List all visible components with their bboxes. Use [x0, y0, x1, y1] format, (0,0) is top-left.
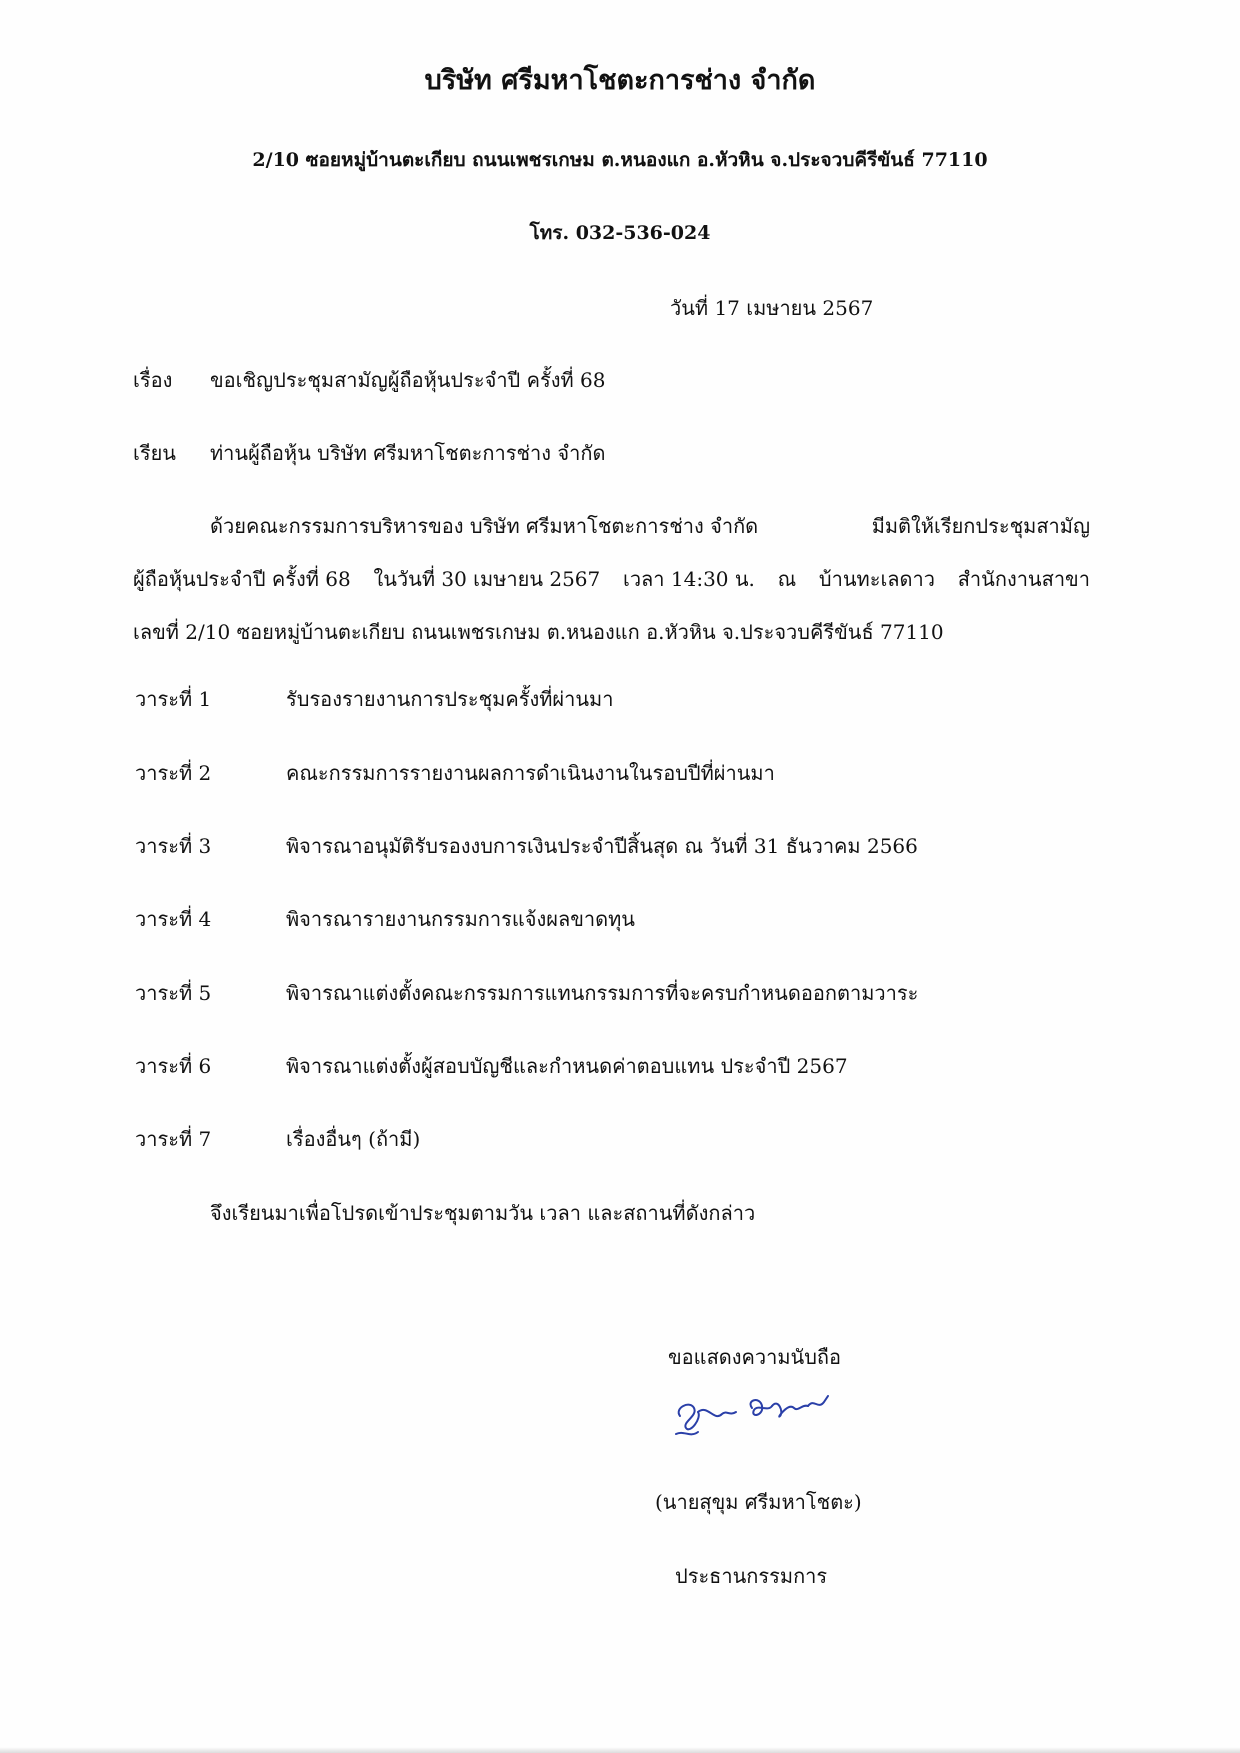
body-line2-word: เวลา 14:30 น.: [622, 567, 755, 591]
signer-name: (นายสุขุม ศรีมหาโชตะ): [655, 1490, 862, 1514]
company-name: บริษัท ศรีมหาโชตะการช่าง จำกัด: [424, 65, 816, 96]
agenda-label: วาระที่ 5: [135, 981, 212, 1005]
body-paragraph-line-3: เลขที่ 2/10 ซอยหมู่บ้านตะเกียบ ถนนเพชรเกษม ต.หนองแก อ.หัวหิน จ.ประจวบคีรีขันธ์ 77110: [133, 620, 944, 644]
handwritten-signature: [668, 1378, 848, 1448]
agenda-text: คณะกรรมการรายงานผลการดำเนินงานในรอบปีที่ผ่านมา: [286, 761, 775, 785]
recipient-text: ท่านผู้ถือหุ้น บริษัท ศรีมหาโชตะการช่าง จำกัด: [210, 441, 606, 465]
agenda-text: พิจารณารายงานกรรมการแจ้งผลขาดทุน: [286, 907, 635, 931]
agenda-text: พิจารณาแต่งตั้งผู้สอบบัญชีและกำหนดค่าตอบแทน ประจำปี 2567: [286, 1054, 848, 1078]
agenda-label: วาระที่ 6: [135, 1054, 212, 1078]
agenda-text: เรื่องอื่นๆ (ถ้ามี): [286, 1127, 421, 1151]
scan-bottom-edge: [0, 1747, 1240, 1753]
regards-text: ขอแสดงความนับถือ: [668, 1345, 842, 1369]
company-address: 2/10 ซอยหมู่บ้านตะเกียบ ถนนเพชรเกษม ต.หนองแก อ.หัวหิน จ.ประจวบคีรีขันธ์ 77110: [252, 149, 988, 171]
agenda-label: วาระที่ 1: [135, 687, 212, 711]
body-line2-word: ณ: [777, 567, 797, 591]
agenda-text: พิจารณาแต่งตั้งคณะกรรมการแทนกรรมการที่จะครบกำหนดออกตามวาระ: [286, 981, 919, 1005]
body-paragraph-line-2: [133, 563, 1090, 595]
subject-label: เรื่อง: [133, 368, 173, 392]
body-line1-left: ด้วยคณะกรรมการบริหารของ บริษัท ศรีมหาโชตะการช่าง จำกัด: [210, 514, 759, 538]
agenda-text: พิจารณาอนุมัติรับรองงบการเงินประจำปีสิ้นสุด ณ วันที่ 31 ธันวาคม 2566: [286, 834, 918, 858]
body-line2-word: สำนักงานสาขา: [957, 567, 1090, 591]
body-line2-word: บ้านทะเลดาว: [818, 567, 935, 591]
letter-date: วันที่ 17 เมษายน 2567: [670, 296, 874, 320]
recipient-label: เรียน: [133, 441, 176, 465]
agenda-label: วาระที่ 3: [135, 834, 212, 858]
agenda-label: วาระที่ 2: [135, 761, 212, 785]
agenda-label: วาระที่ 4: [135, 907, 212, 931]
subject-text: ขอเชิญประชุมสามัญผู้ถือหุ้นประจำปี ครั้งที่ 68: [210, 368, 606, 392]
body-line2-word: ผู้ถือหุ้นประจำปี ครั้งที่ 68: [133, 567, 351, 591]
company-phone: โทร. 032-536-024: [529, 222, 711, 244]
body-line1-right: มีมติให้เรียกประชุมสามัญ: [871, 514, 1090, 538]
body-line2-word: ในวันที่ 30 เมษายน 2567: [373, 567, 601, 591]
signer-title: ประธานกรรมการ: [675, 1564, 828, 1588]
body-paragraph-line-1: [210, 510, 1090, 542]
agenda-label: วาระที่ 7: [135, 1127, 212, 1151]
agenda-text: รับรองรายงานการประชุมครั้งที่ผ่านมา: [286, 687, 614, 711]
closing-sentence: จึงเรียนมาเพื่อโปรดเข้าประชุมตามวัน เวลา และสถานที่ดังกล่าว: [210, 1201, 756, 1225]
